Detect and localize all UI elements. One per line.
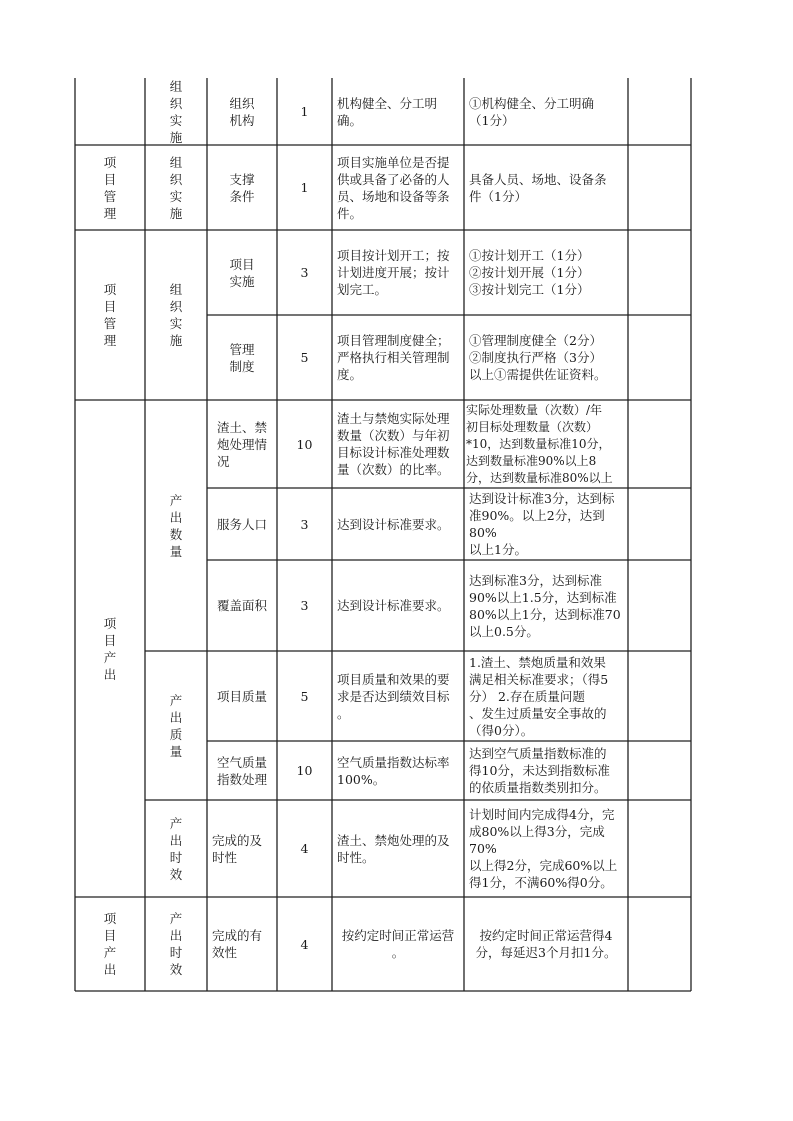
- desc-cell: [332, 400, 464, 488]
- criteria-cell: [464, 560, 628, 651]
- score-text: 1: [300, 104, 309, 119]
- l3-cell: [207, 230, 277, 315]
- desc-cell: [332, 651, 464, 741]
- score-text: 1: [300, 180, 309, 195]
- l1-cell: [75, 145, 145, 230]
- score-text: 10: [296, 763, 313, 778]
- desc-text: 项目实施单位是否提 供或具备了必备的人 员、场地和设备等条 件。: [337, 154, 450, 221]
- l2-text: 产 出 数 量: [169, 492, 183, 559]
- l3-cell: [207, 145, 277, 230]
- criteria-cell: [464, 145, 628, 230]
- criteria-text: 具备人员、场地、设备条 件（1分）: [469, 171, 607, 204]
- l1-text: 项 目 产 出: [103, 615, 117, 682]
- l3-cell: [207, 560, 277, 651]
- desc-cell: [332, 488, 464, 560]
- l3-cell: [207, 651, 277, 741]
- score-text: 4: [300, 841, 309, 856]
- score-cell: [277, 488, 332, 560]
- l2-text: 组 织 实 施: [169, 154, 183, 221]
- criteria-text: 1.渣土、禁炮质量和效果 满足相关标准要求；（得5 分） 2.存在质量问题 、发生过质量安全事故的 （得0分）。: [469, 654, 609, 738]
- criteria-cell: [464, 741, 628, 800]
- l3-text: 完成的及 时性: [212, 832, 263, 865]
- desc-cell: [332, 78, 464, 145]
- criteria-cell: [464, 78, 628, 145]
- l2-text: 组 织 实 施: [169, 282, 183, 348]
- l1-text: 项 目 管 理: [103, 154, 117, 221]
- l2-cell: [145, 651, 207, 800]
- score-cell: [277, 800, 332, 897]
- criteria-cell: [464, 651, 628, 741]
- l2-text: 产 出 时 效: [169, 815, 183, 882]
- l3-cell: [207, 488, 277, 560]
- score-text: 3: [300, 598, 309, 613]
- l1-text: 项 目 管 理: [103, 282, 117, 348]
- criteria-cell: [464, 800, 628, 897]
- criteria-text: 实际处理数量（次数）/年 初目标处理数量（次数） *10，达到数量标准10分， 达到数量标准90%以上8 分，达到数量标准80%以上: [466, 402, 613, 485]
- score-text: 5: [300, 688, 309, 704]
- score-text: 5: [300, 350, 309, 365]
- criteria-cell: [464, 400, 628, 488]
- criteria-text: ①机构健全、分工明确 （1分）: [469, 95, 595, 128]
- l3-text: 完成的有 效性: [212, 928, 263, 960]
- criteria-text: 计划时间内完成得4分，完 成80%以上得3分，完成70% 以上得2分，完成60%以上 得1分，不满60%得0分。: [469, 807, 618, 890]
- score-cell: [277, 315, 332, 400]
- l3-text: 组织 机构: [229, 95, 255, 128]
- desc-cell: [332, 800, 464, 897]
- l3-text: 服务人口: [216, 516, 267, 532]
- l3-text: 渣土、禁 炮处理情 况: [216, 419, 267, 469]
- desc-text: 渣土、禁炮处理的及 时性。: [337, 832, 450, 865]
- score-text: 3: [300, 516, 309, 532]
- l3-cell: [207, 741, 277, 800]
- l2-cell: [145, 78, 207, 145]
- l3-text: 管理 制度: [229, 341, 255, 374]
- criteria-text: ①按计划开工（1分） ②按计划开展（1分） ③按计划完工（1分）: [469, 248, 590, 297]
- criteria-cell: [464, 315, 628, 400]
- l3-text: 空气质量 指数处理: [216, 754, 267, 787]
- l2-cell: [145, 800, 207, 897]
- l3-text: 项目 实施: [229, 256, 255, 289]
- score-cell: [277, 651, 332, 741]
- desc-text: 项目管理制度健全； 严格执行相关管理制 度。: [337, 333, 450, 382]
- l3-text: 支撑 条件: [229, 171, 255, 204]
- l2-cell: [145, 400, 207, 651]
- l2-text: 产 出 质 量: [169, 692, 183, 759]
- criteria-cell: [464, 230, 628, 315]
- desc-text: 机构健全、分工明确。: [337, 95, 438, 128]
- criteria-text: 按约定时间正常运营得4 分，每延迟3个月扣1分。: [475, 928, 617, 960]
- score-text: 3: [300, 265, 309, 280]
- l2-text: 产 出 时 效: [169, 911, 183, 977]
- score-cell: [277, 897, 332, 991]
- criteria-cell: [464, 488, 628, 560]
- desc-cell: [332, 230, 464, 315]
- score-cell: [277, 78, 332, 145]
- score-cell: [277, 741, 332, 800]
- desc-text: 达到设计标准要求。: [337, 598, 450, 613]
- l1-cell: [75, 897, 145, 991]
- l1-text: 项 目 产 出: [103, 911, 117, 977]
- l3-cell: [207, 78, 277, 145]
- l2-cell: [145, 145, 207, 230]
- desc-text: 项目按计划开工；按 计划进度开展；按计 划完工。: [337, 248, 450, 297]
- l2-cell: [145, 230, 207, 400]
- score-cell: [277, 230, 332, 315]
- score-cell: [277, 145, 332, 230]
- criteria-text: 达到空气质量指数标准的 得10分，未达到指数标准 的依质量指数类别扣分。: [469, 746, 610, 795]
- criteria-text: 达到设计标准3分，达到标 准90%。以上2分，达到80% 以上1分。: [469, 491, 615, 557]
- criteria-text: ①管理制度健全（2分） ②制度执行严格（3分） 以上①需提供佐证资料。: [469, 333, 607, 382]
- l3-cell: [207, 315, 277, 400]
- score-text: 10: [296, 436, 313, 452]
- l3-cell: [207, 897, 277, 991]
- desc-text: 空气质量指数达标率 100%。: [337, 754, 450, 787]
- score-cell: [277, 560, 332, 651]
- l1-cell: [75, 400, 145, 897]
- desc-text: 达到设计标准要求。: [337, 516, 450, 532]
- l1-cell: [75, 230, 145, 400]
- l2-text: 组 织 实 施: [169, 78, 183, 145]
- desc-cell: [332, 145, 464, 230]
- desc-cell: [332, 560, 464, 651]
- l3-text: 项目质量: [216, 688, 267, 704]
- desc-cell: [332, 897, 464, 991]
- score-text: 4: [300, 936, 309, 952]
- score-cell: [277, 400, 332, 488]
- desc-text: 项目质量和效果的要 求是否达到绩效目标 。: [337, 671, 450, 721]
- l3-cell: [207, 400, 277, 488]
- l3-cell: [207, 800, 277, 897]
- desc-cell: [332, 741, 464, 800]
- desc-text: 渣土与禁炮实际处理 数量（次数）与年初 目标设计标准处理数 量（次数）的比率。: [337, 411, 450, 477]
- desc-text: 按约定时间正常运营 。: [341, 928, 455, 960]
- criteria-cell: [464, 897, 628, 991]
- l3-text: 覆盖面积: [216, 598, 267, 613]
- criteria-text: 达到标准3分，达到标准 90%以上1.5分，达到标准 80%以上1分，达到标准70 以上0.5分。: [469, 572, 621, 639]
- desc-cell: [332, 315, 464, 400]
- l2-cell: [145, 897, 207, 991]
